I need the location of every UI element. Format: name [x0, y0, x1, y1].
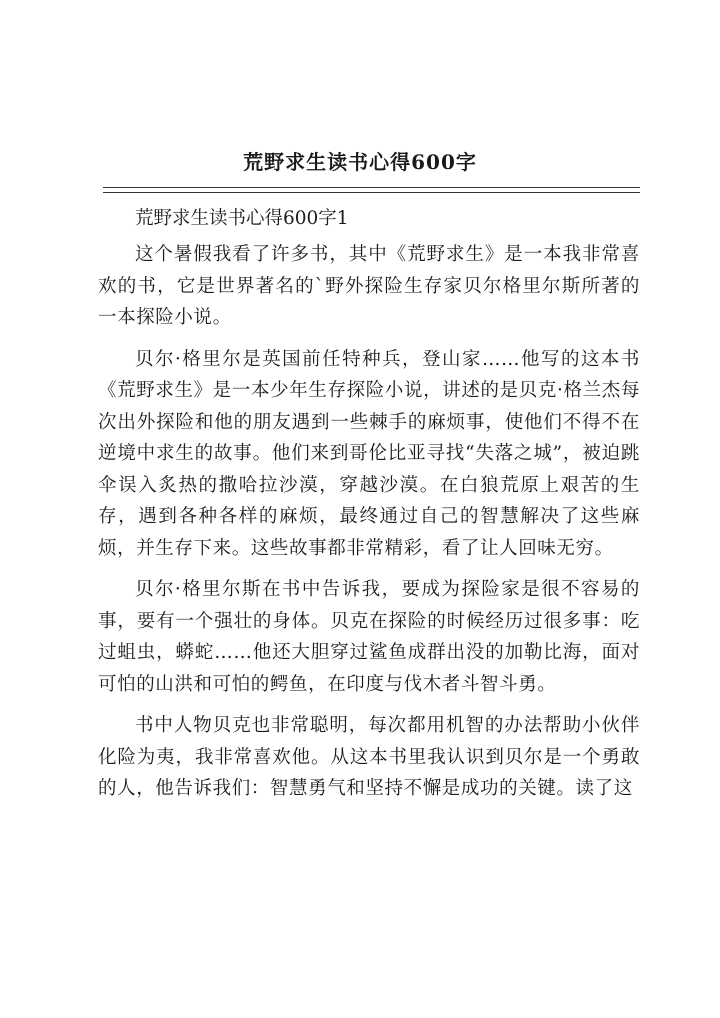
document-title: 荒野求生读书心得600字 — [243, 150, 477, 174]
section-heading: 荒野求生读书心得600字1 — [135, 208, 349, 229]
title-rule-thin — [103, 192, 640, 193]
paragraph-1: 这个暑假我看了许多书，其中《荒野求生》是一本我非常喜欢的书，它是世界著名的`野外探险生存家贝尔格里尔斯所著的一本探险小说。 — [98, 244, 640, 328]
title-rule-thick — [103, 187, 640, 188]
document-body — [98, 203, 640, 815]
paragraph-3: 贝尔·格里尔斯在书中告诉我，要成为探险家是很不容易的事，要有一个强壮的身体。贝克在探险的时候经历过很多事：吃过蛆虫，蟒蛇……他还大胆穿过鲨鱼成群出没的加勒比海，面对可怕的山洪和可怕的鳄鱼，在印度与伐木者斗智斗勇。 — [98, 579, 640, 695]
paragraph-4: 书中人物贝克也非常聪明，每次都用机智的办法帮助小伙伴化险为夷，我非常喜欢他。从这本书里我认识到贝尔是一个勇敢的人，他告诉我们：智慧勇气和坚持不懈是成功的关键。读了这 — [98, 715, 640, 799]
paragraph-2: 贝尔·格里尔是英国前任特种兵，登山家……他写的这本书《荒野求生》是一本少年生存探险小说，讲述的是贝克·格兰杰每次出外探险和他的朋友遇到一些棘手的麻烦事，使他们不得不在逆境中求生的故事。他们来到哥伦比亚寻找“失落之城”，被迫跳伞误入炙热的撒哈拉沙漠，穿越沙漠。在白狼荒原上艰苦的生存，遇到各种各样的麻烦，最终通过自己的智慧解决了这些麻烦，并生存下来。这些故事都非常精彩，看了让人回味无穷。 — [98, 348, 640, 559]
